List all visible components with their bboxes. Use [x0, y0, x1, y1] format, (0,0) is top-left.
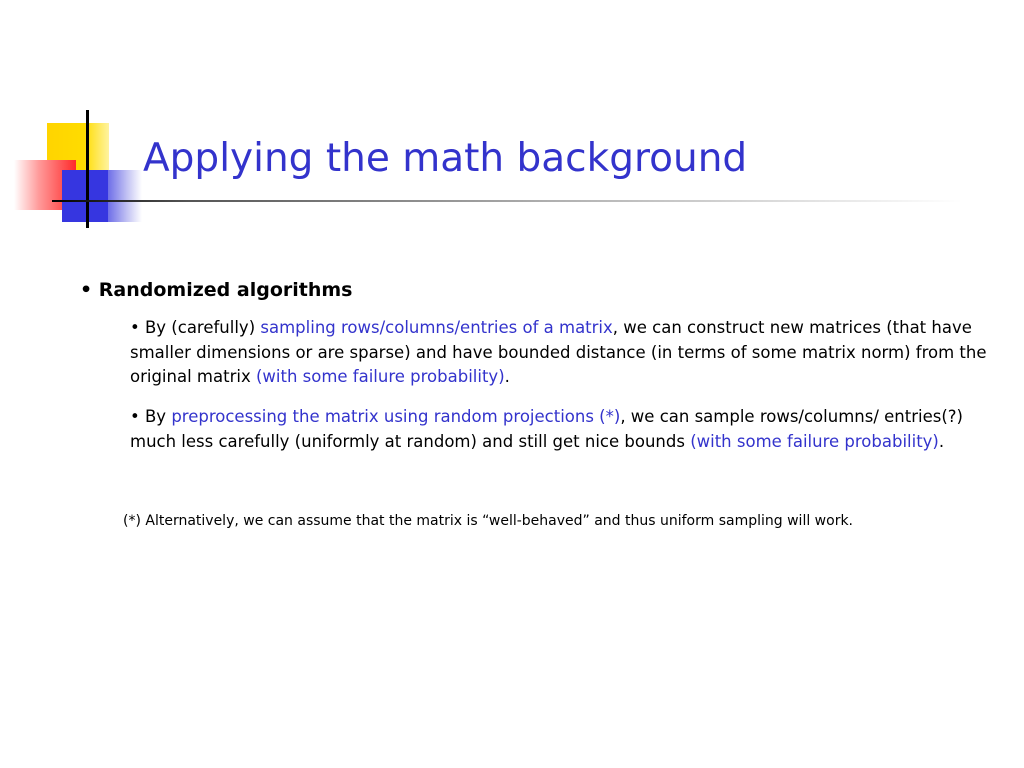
slide-title: Applying the math background	[143, 136, 748, 181]
text-segment: By	[139, 407, 172, 426]
main-bullet-text: Randomized algorithms	[98, 279, 353, 301]
footnote: (*) Alternatively, we can assume that the matrix is “well-behaved” and thus uniform sampling will work.	[123, 513, 854, 529]
highlight-sampling: sampling rows/columns/entries of a matrix	[260, 318, 613, 337]
sub-bullet-preprocessing	[130, 405, 990, 454]
text-segment: .	[504, 367, 510, 386]
text-segment: , we can sample rows/columns/ entries(?) much less carefully (uniformly at random) and still get nice bounds	[130, 407, 963, 451]
decor-blue-square	[62, 170, 108, 222]
text-segment: By (carefully)	[139, 318, 261, 337]
bullet-marker: •	[80, 279, 93, 301]
text-segment: .	[938, 431, 945, 451]
decor-vertical-line	[86, 110, 89, 228]
bullet-marker: •	[130, 318, 140, 337]
main-bullet	[80, 279, 352, 301]
bullet-marker: •	[130, 407, 140, 426]
sub-bullet-sampling	[130, 316, 990, 390]
highlight-failure-probability: (with some failure probability)	[690, 431, 939, 451]
decor-blue-fade	[108, 170, 142, 222]
highlight-failure-probability: (with some failure probability)	[255, 367, 505, 386]
title-underline	[52, 200, 962, 202]
highlight-preprocessing: preprocessing the matrix using random projections (*)	[171, 407, 621, 426]
text-segment: , we can construct new matrices (that have smaller dimensions or are sparse) and have bounded distance (in terms of some matrix norm) from the original matrix	[130, 318, 987, 386]
